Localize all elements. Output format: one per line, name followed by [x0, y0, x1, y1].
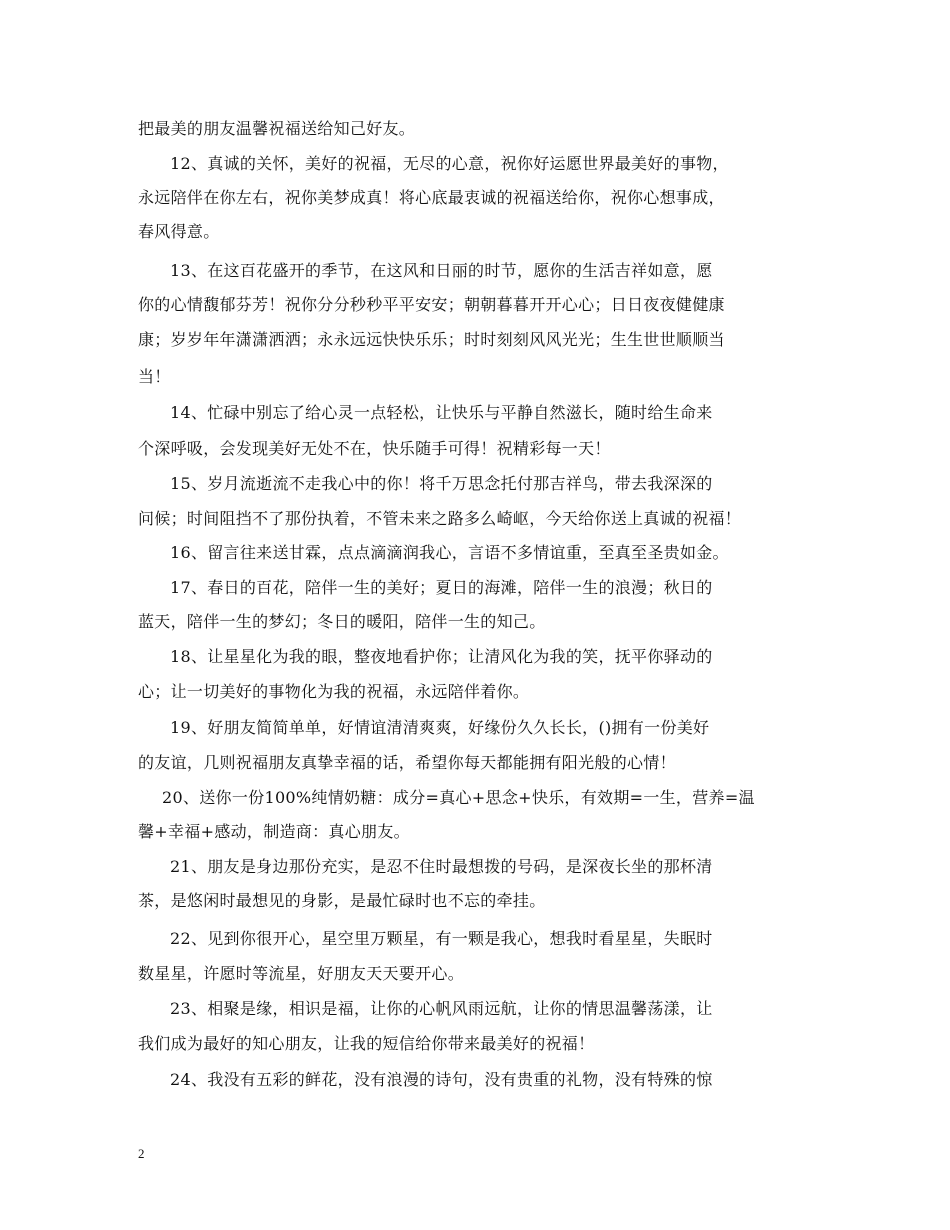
text-line: 康；岁岁年年潇潇洒洒；永永远远快快乐乐；时时刻刻风风光光；生生世世顺顺当 [138, 330, 725, 349]
text-line: 16、留言往来送甘霖，点点滴滴润我心，言语不多情谊重，至真至圣贵如金。 [170, 543, 729, 562]
text-line: 问候；时间阻挡不了那份执着，不管未来之路多么崎岖，今天给你送上真诚的祝福！ [138, 509, 742, 528]
page-number: 2 [138, 1146, 145, 1161]
text-line: 馨+幸福+感动，制造商：真心朋友。 [138, 822, 410, 841]
text-line: 个深呼吸，会发现美好无处不在，快乐随手可得！祝精彩每一天！ [138, 439, 611, 458]
text-line: 20、送你一份100%纯情奶糖：成分=真心+思念+快乐，有效期=一生，营养=温 [162, 788, 755, 807]
text-line: 茶，是悠闲时最想见的身影，是最忙碌时也不忘的牵挂。 [138, 891, 546, 910]
text-line: 14、忙碌中别忘了给心灵一点轻松，让快乐与平静自然滋长，随时给生命来 [170, 403, 713, 422]
text-line: 22、见到你很开心，星空里万颗星，有一颗是我心，想我时看星星，失眠时 [170, 929, 713, 948]
text-line: 23、相聚是缘，相识是福，让你的心帆风雨远航，让你的情思温馨荡漾，让 [170, 999, 713, 1018]
text-line: 永远陪伴在你左右，祝你美梦成真！将心底最衷诚的祝福送给你，祝你心想事成， [138, 188, 725, 207]
text-line: 24、我没有五彩的鲜花，没有浪漫的诗句，没有贵重的礼物，没有特殊的惊 [170, 1070, 713, 1089]
text-line: 13、在这百花盛开的季节，在这风和日丽的时节，愿你的生活吉祥如意，愿 [170, 261, 713, 280]
text-line: 把最美的朋友温馨祝福送给知己好友。 [138, 119, 416, 138]
text-line: 当！ [138, 367, 171, 386]
text-line: 蓝天，陪伴一生的梦幻；冬日的暖阳，陪伴一生的知己。 [138, 612, 546, 631]
text-line: 19、好朋友简简单单，好情谊清清爽爽，好缘份久久长长，()拥有一份美好 [170, 718, 710, 737]
text-line: 的友谊，几则祝福朋友真挚幸福的话，希望你每天都能拥有阳光般的心情！ [138, 753, 676, 772]
text-line: 我们成为最好的知心朋友，让我的短信给你带来最美好的祝福！ [138, 1034, 595, 1053]
text-line: 数星星，许愿时等流星，好朋友天天要开心。 [138, 964, 465, 983]
text-line: 12、真诚的关怀，美好的祝福，无尽的心意，祝你好运愿世界最美好的事物， [170, 154, 729, 173]
text-line: 心；让一切美好的事物化为我的祝福，永远陪伴着你。 [138, 682, 530, 701]
text-line: 17、春日的百花，陪伴一生的美好；夏日的海滩，陪伴一生的浪漫；秋日的 [170, 578, 713, 597]
text-line: 21、朋友是身边那份充实，是忍不住时最想拨的号码，是深夜长坐的那杯清 [170, 857, 713, 876]
text-line: 15、岁月流逝流不走我心中的你！将千万思念托付那吉祥鸟，带去我深深的 [170, 474, 713, 493]
text-line: 18、让星星化为我的眼，整夜地看护你；让清风化为我的笑，抚平你驿动的 [170, 647, 713, 666]
text-line: 你的心情馥郁芬芳！祝你分分秒秒平平安安；朝朝暮暮开开心心；日日夜夜健健康 [138, 295, 725, 314]
text-line: 春风得意。 [138, 222, 220, 241]
